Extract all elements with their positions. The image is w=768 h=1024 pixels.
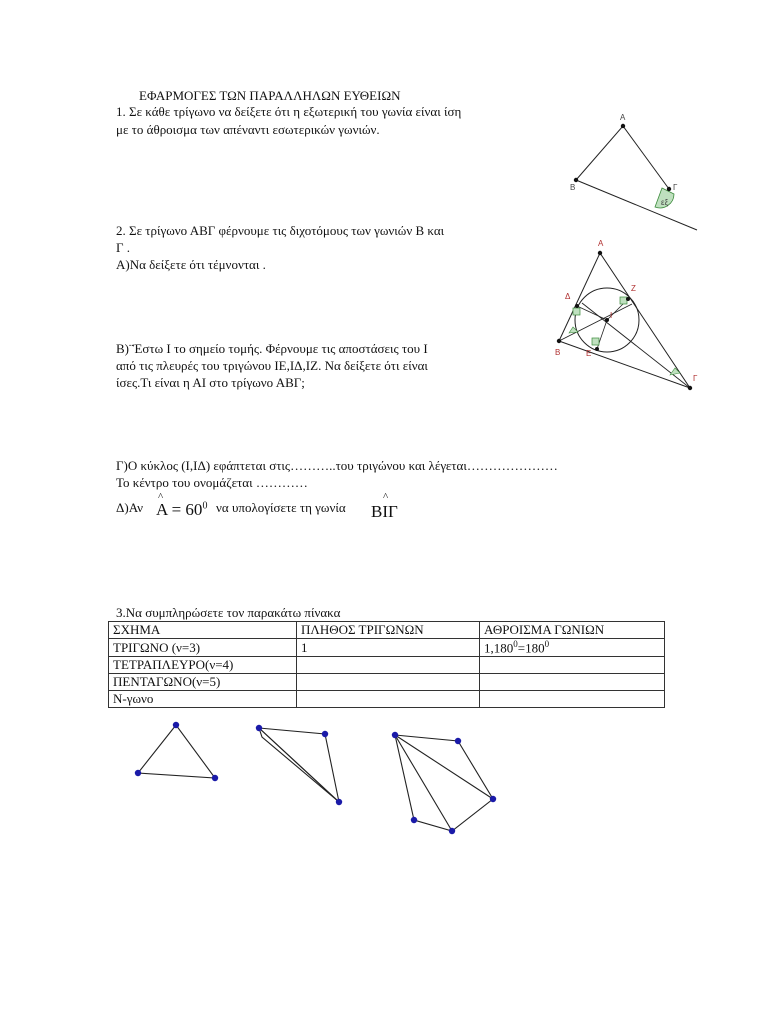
formula-A-60: [156, 500, 207, 520]
label-A: Α: [598, 239, 604, 248]
ex3-heading: 3.Να συμπληρώσετε τον παρακάτω πίνακα: [116, 605, 341, 620]
table-cell: [297, 691, 480, 708]
degree-mark: 0: [544, 639, 550, 649]
angles-table: [108, 621, 665, 708]
vertex-dot: [455, 738, 461, 744]
table-cell-angle-sum: [480, 639, 665, 657]
label-E: Ε: [586, 349, 592, 358]
right-angle-Z: [620, 297, 627, 304]
right-angle-D: [573, 308, 580, 315]
label-Z: Ζ: [631, 284, 636, 293]
table-row: [109, 691, 665, 708]
header-shape: ΣΧΗΜΑ: [109, 622, 297, 639]
ex2-b-line1: Β)¨Έστω Ι το σημείο τομής. Φέρνουμε τις αποστάσεις του Ι: [116, 341, 428, 356]
vertex-G: [667, 187, 671, 191]
vertex-B: [574, 178, 578, 182]
ex2-d-middle: να υπολογίσετε τη γωνία: [216, 500, 346, 515]
point-E: [595, 347, 599, 351]
header-triangle-count: ΠΛΗΘΟΣ ΤΡΙΓΩΝΩΝ: [297, 622, 480, 639]
pentagon-shape: [392, 732, 496, 834]
table-cell: [480, 657, 665, 674]
incircle-figure: [540, 235, 710, 400]
quadrilateral-shape: [256, 725, 342, 805]
perpendicular-ID: [577, 306, 607, 320]
label-B: Β: [555, 348, 561, 357]
vertex-dot: [256, 725, 262, 731]
table-row: [109, 657, 665, 674]
vertex-dot: [392, 732, 398, 738]
header-angle-sum: ΑΘΡΟΙΣΜΑ ΓΩΝΙΩΝ: [480, 622, 665, 639]
vertex-G: [688, 386, 692, 390]
hat-A: ^: [158, 491, 164, 503]
vertex-A: [621, 124, 625, 128]
ex2-c-line2: Το κέντρο του ονομάζεται …………: [116, 475, 308, 490]
vertex-dot: [322, 731, 328, 737]
label-A: Α: [620, 113, 626, 122]
table-cell: 1: [297, 639, 480, 657]
label-B: Β: [570, 183, 576, 192]
side-AG: [623, 126, 669, 189]
vertex-dot: [449, 828, 455, 834]
label-D: Δ: [565, 292, 571, 301]
table-cell: [297, 674, 480, 691]
table-cell: ΤΡΙΓΩΝΟ (ν=3): [109, 639, 297, 657]
ex1-line2: με το άθροισμα των απέναντι εσωτερικών γωνιών.: [116, 122, 380, 137]
table-row: [109, 674, 665, 691]
degree-mark: 0: [513, 639, 518, 649]
point-Z: [626, 297, 630, 301]
ex2-b-line2: από τις πλευρές του τριγώνου ΙΕ,ΙΔ,ΙΖ. Να δείξετε ότι είναι: [116, 358, 428, 373]
ex1-line1: 1. Σε κάθε τρίγωνο να δείξετε ότι η εξωτερική του γωνία είναι ίση: [116, 104, 462, 119]
table-header-row: [109, 622, 665, 639]
sum-result: =180: [517, 640, 545, 656]
side-AG: [600, 253, 690, 388]
angle-BIG: BIΓ: [371, 502, 398, 521]
ex2-line3: Α)Να δείξετε ότι τέμνονται .: [116, 257, 266, 272]
table-cell: ΠΕΝΤΑΓΩΝΟ(ν=5): [109, 674, 297, 691]
formula-degree: 0: [202, 500, 208, 512]
polygons-figure: [120, 715, 510, 845]
table-cell: [480, 674, 665, 691]
hat-BIG: ^: [383, 491, 389, 503]
center-I: [605, 318, 609, 322]
label-G: Γ: [693, 374, 698, 383]
formula-text: A = 60: [156, 500, 203, 519]
vertex-dot: [173, 722, 179, 728]
exterior-angle-figure: [560, 110, 700, 235]
vertex-A: [598, 251, 602, 255]
ex2-c-line1: Γ)Ο κύκλος (Ι,ΙΔ) εφάπτεται στις………..του τριγώνου και λέγεται…………………: [116, 458, 558, 473]
ex2-line2: Γ .: [116, 240, 131, 255]
ex2-d-prefix: Δ)Αν: [116, 500, 143, 515]
table-row: [109, 639, 665, 657]
sum-value: 1,180: [484, 640, 514, 656]
table-cell: [480, 691, 665, 708]
vertex-dot: [336, 799, 342, 805]
page-title: ΕΦΑΡΜΟΓΕΣ ΤΩΝ ΠΑΡΑΛΛΗΛΩΝ ΕΥΘΕΙΩΝ: [139, 88, 401, 103]
side-AB: [576, 126, 623, 180]
table-cell: Ν-γωνο: [109, 691, 297, 708]
vertex-B: [557, 339, 561, 343]
label-ex: εξ: [661, 198, 669, 207]
angle-mark-G: [670, 368, 680, 375]
table-cell: ΤΕΤΡΑΠΛΕΥΡΟ(ν=4): [109, 657, 297, 674]
ex2-line1: 2. Σε τρίγωνο ΑΒΓ φέρνουμε τις διχοτόμους των γωνιών Β και: [116, 223, 445, 238]
bisector-B: [559, 304, 632, 341]
label-G: Γ: [673, 183, 678, 192]
label-I: Ι: [610, 311, 613, 320]
side-BG-extended: [576, 180, 697, 230]
vertex-dot: [135, 770, 141, 776]
triangle-shape: [135, 722, 218, 781]
side-BG: [559, 341, 690, 388]
ex2-b-line3: ίσες.Τι είναι η ΑΙ στο τρίγωνο ΑΒΓ;: [116, 375, 305, 390]
right-angle-E: [592, 338, 599, 345]
point-D: [575, 304, 579, 308]
table-cell: [297, 657, 480, 674]
vertex-dot: [212, 775, 218, 781]
vertex-dot: [490, 796, 496, 802]
vertex-dot: [411, 817, 417, 823]
